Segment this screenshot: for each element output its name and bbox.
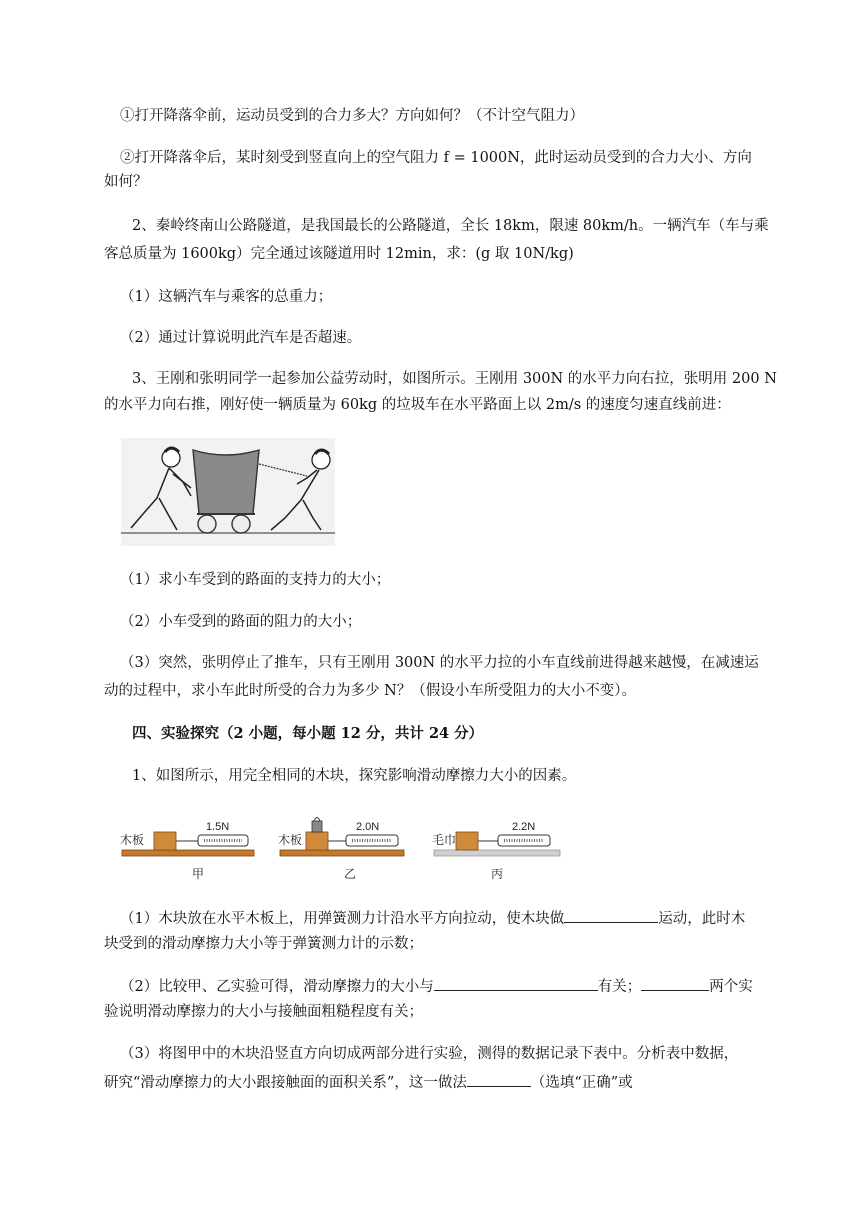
reading-jia: 1.5N: [206, 821, 230, 833]
exp1-sub2-text-c: 两个实: [709, 979, 753, 995]
reading-yi: 2.0N: [356, 821, 380, 833]
q3-stem-line1: 3、王刚和张明同学一起参加公益劳动时，如图所示。王刚用 300N 的水平力向右拉，张明用 200 N: [132, 371, 777, 387]
exp1-sub2-line1: [120, 976, 753, 997]
answer-blank-factor[interactable]: [434, 976, 598, 991]
q3-sub3-line2: 动的过程中，求小车此时所受的合力为多少 N？（假设小车所受阻力的大小不变）。: [104, 683, 637, 699]
q1-sub2-line1: ②打开降落伞后，某时刻受到竖直向上的空气阻力 f = 1000N，此时运动员受到的合力大小、方向: [120, 150, 752, 166]
garbage-cart-figure: [121, 438, 335, 546]
answer-blank-motion[interactable]: [564, 908, 658, 923]
q3-stem-line2: 的水平力向右推，刚好使一辆质量为 60kg 的垃圾车在水平路面上以 2m/s 的速度匀速直线前进：: [104, 397, 731, 413]
exp1-sub3-line2: [104, 1072, 633, 1093]
answer-blank-correctness[interactable]: [467, 1072, 531, 1087]
friction-experiment-figure: [120, 808, 565, 884]
exp1-sub2-text-b: 有关；: [597, 979, 642, 995]
weight-icon: [312, 821, 322, 832]
reading-bing: 2.2N: [512, 821, 536, 833]
q3-sub1: （1）求小车受到的路面的支持力的大小；: [120, 572, 391, 588]
surface-label-jia: 木板: [120, 833, 145, 847]
setup-jia: [120, 821, 254, 881]
exp1-sub1-text-a: （1）木块放在水平木板上，用弹簧测力计沿水平方向拉动，使木块做: [120, 911, 565, 927]
exp1-sub3-text-a: 研究“滑动摩擦力的大小跟接触面的面积关系”，这一做法: [104, 1075, 467, 1091]
exp1-stem: 1、如图所示，用完全相同的木块，探究影响滑动摩擦力大小的因素。: [132, 768, 577, 784]
q1-sub1: ①打开降落伞前，运动员受到的合力多大？方向如何？（不计空气阻力）: [120, 108, 584, 124]
exp1-sub2-line2: 验说明滑动摩擦力的大小与接触面粗糙程度有关；: [104, 1004, 423, 1020]
section-heading: 四、实验探究（2 小题，每小题 12 分，共计 24 分）: [132, 725, 484, 742]
caption-yi: 乙: [344, 867, 357, 881]
exp1-sub1-line1: [120, 908, 745, 929]
q3-sub3-line1: （3）突然，张明停止了推车，只有王刚用 300N 的水平力拉的小车直线前进得越来越慢，在减速运: [120, 655, 759, 671]
exp1-sub3-line1: （3）将图甲中的木块沿竖直方向切成两部分进行实验，测得的数据记录下表中。分析表中数据，: [120, 1046, 739, 1062]
q3-sub2: （2）小车受到的路面的阻力的大小；: [120, 614, 362, 630]
setup-bing: [432, 821, 560, 881]
q1-sub2-line2: 如何？: [104, 174, 148, 190]
surface-label-bing: 毛巾: [432, 833, 457, 847]
caption-bing: 丙: [491, 867, 504, 881]
exp1-sub1-text-b: 运动，此时木: [658, 911, 746, 927]
answer-blank-experiments[interactable]: [641, 976, 709, 991]
setup-yi: [278, 818, 404, 882]
q2-sub1: （1）这辆汽车与乘客的总重力；: [120, 289, 333, 305]
q2-stem-line1: 2、秦岭终南山公路隧道，是我国最长的公路隧道，全长 18km，限速 80km/h。一辆汽车（车与乘: [132, 218, 769, 234]
caption-jia: 甲: [192, 867, 205, 881]
q2-sub2: （2）通过计算说明此汽车是否超速。: [120, 330, 362, 346]
exp1-sub1-line2: 块受到的滑动摩擦力大小等于弹簧测力计的示数；: [104, 936, 423, 952]
exp1-sub3-text-b: （选填“正确”或: [530, 1075, 633, 1091]
exp1-sub2-text-a: （2）比较甲、乙实验可得，滑动摩擦力的大小与: [120, 979, 434, 995]
q2-stem-line2: 客总质量为 1600kg）完全通过该隧道用时 12min，求：(g 取 10N/kg): [104, 246, 574, 262]
surface-label-yi: 木板: [278, 833, 303, 847]
